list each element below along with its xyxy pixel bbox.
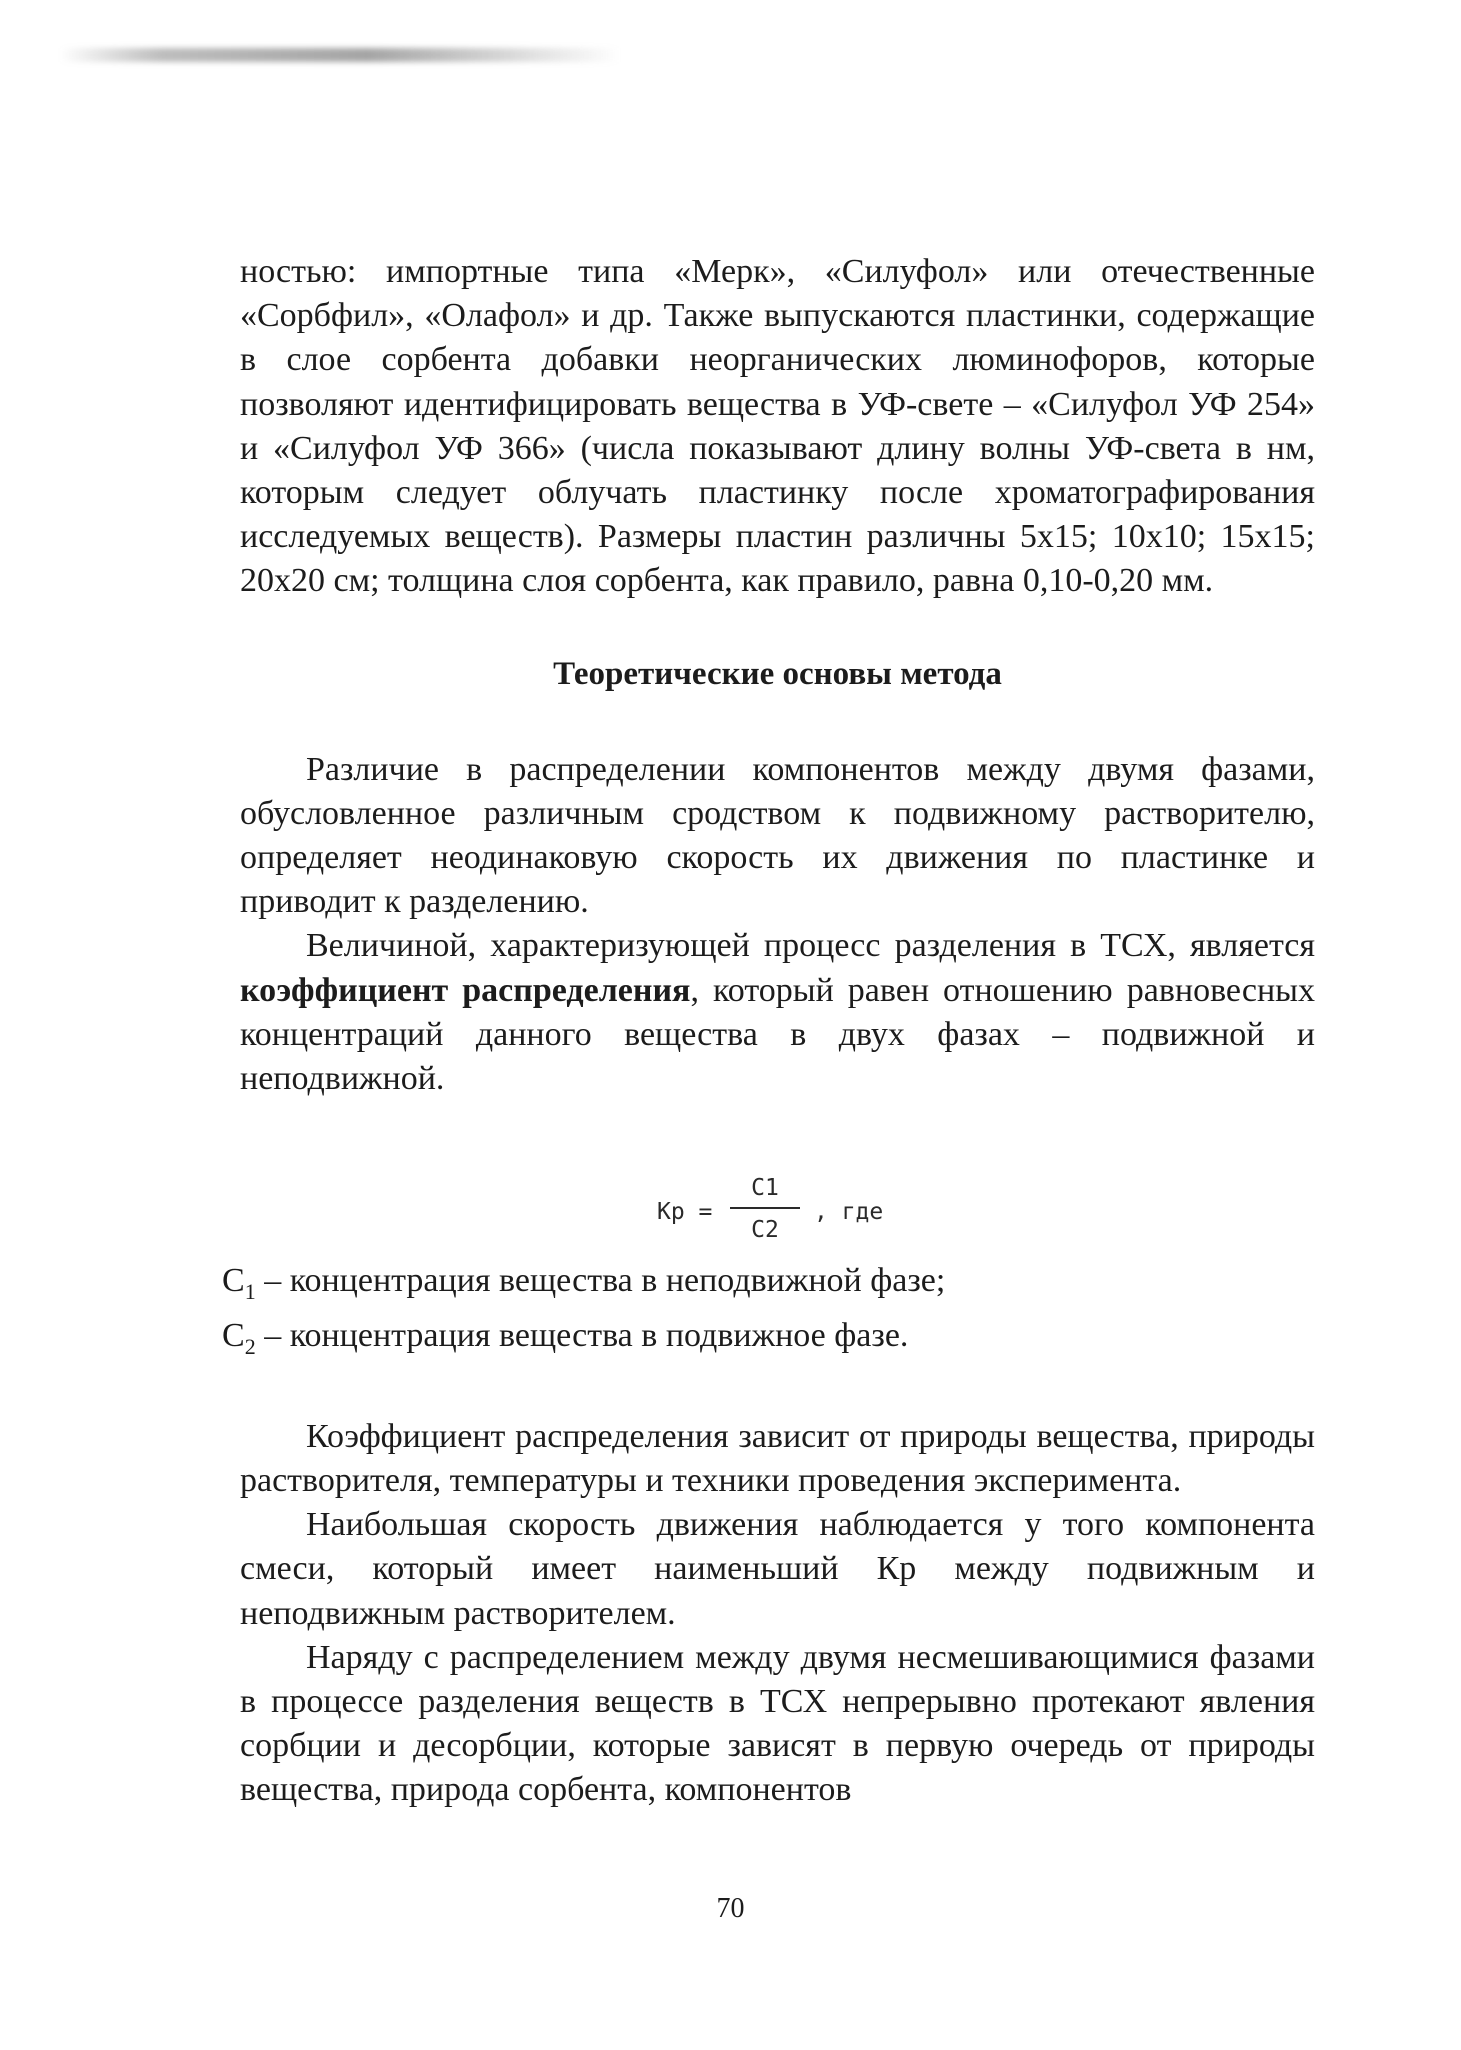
paragraph-highest-speed: Наибольшая скорость движения наблюдается у того компонента смеси, который имеет наименьший Кр между подвижным и неподвижным растворителем. <box>240 1506 1315 1632</box>
variable-definitions <box>222 1259 1315 1369</box>
formula-numerator: C1 <box>751 1175 779 1202</box>
bold-term: коэффициент распределения <box>240 971 691 1009</box>
page-content <box>222 250 1315 1813</box>
symbol: C <box>222 1262 245 1300</box>
formula-lhs: Kp = <box>657 1199 713 1226</box>
subscript: 1 <box>244 1279 256 1305</box>
formula-fraction <box>730 1171 800 1247</box>
definition-c2 <box>222 1314 1315 1369</box>
definition-text: – концентрация вещества в неподвижной фазе; <box>255 1262 946 1300</box>
section-heading: Теоретические основы метода <box>553 655 1002 692</box>
paragraph-sorbent-plates: ностью: импортные типа «Мерк», «Силуфол» или отечественные «Сорбфил», «Олафол» и др. Также выпускаются пластинки, содержащие в слое сорбента добавки неорганических люминофоров, которые позволяют идентифицировать вещества в УФ-свете – «Силуфол УФ 254» и «Силуфол УФ 366» (числа показывают длину волны УФ-света в нм, которым следует облучать пластинку после хроматографирования исследуемых веществ). Размеры пластин различны 5х15; 10х10; 15х15; 20х20 см; толщина слоя сорбента, как правило, равна 0,10-0,20 мм. <box>240 253 1315 600</box>
paragraph-distribution-difference: Различие в распределении компонентов между двумя фазами, обусловленное различным сродством к подвижному растворителю, определяет неодинаковую скорость их движения по пластинке и приводит к разделению. <box>240 750 1315 921</box>
symbol: C <box>222 1317 245 1355</box>
paragraph-coefficient-dependence: Коэффициент распределения зависит от природы вещества, природы растворителя, температуры и техники проведения эксперимента. <box>240 1417 1315 1500</box>
scan-artifact <box>60 48 620 62</box>
paragraph-distribution-coefficient <box>240 924 1315 1101</box>
formula-denominator: C2 <box>751 1217 779 1244</box>
formula-suffix: , где <box>814 1199 884 1226</box>
paragraph-sorption-desorption: Наряду с распределением между двумя несмешивающимися фазами в процессе разделения веществ в ТСХ непрерывно протекают явления сорбции и десорбции, которые зависят в первую очередь от природы вещества, природа сорбента, компонентов <box>240 1638 1315 1809</box>
page-number: 70 <box>716 1893 745 1924</box>
definition-c1 <box>222 1259 1315 1314</box>
definition-text: – концентрация вещества в подвижное фазе. <box>255 1317 909 1355</box>
subscript: 2 <box>244 1333 256 1359</box>
distribution-formula <box>240 1171 1315 1251</box>
text-run: Величиной, характеризующей процесс разделения в ТСХ, является <box>306 927 1315 965</box>
text-run: , который равен отношению равновесных концентраций данного вещества в двух фазах – подвижной и неподвижной. <box>240 971 1315 1098</box>
fraction-bar <box>730 1207 800 1209</box>
